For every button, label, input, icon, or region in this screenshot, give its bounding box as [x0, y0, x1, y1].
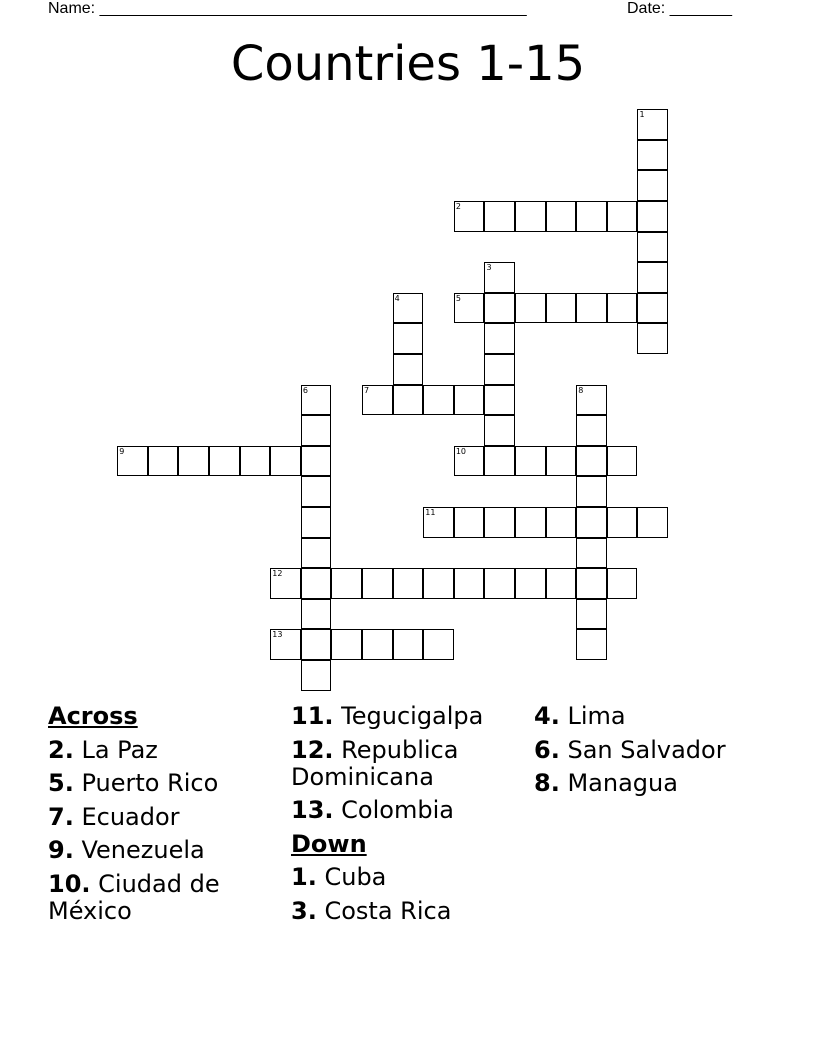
- clue-number: 3: [486, 263, 492, 273]
- grid-cell[interactable]: [362, 568, 393, 599]
- across-heading: Across: [48, 702, 138, 730]
- grid-cell[interactable]: [362, 629, 393, 660]
- grid-cell[interactable]: [484, 446, 515, 477]
- grid-cell[interactable]: [576, 599, 607, 630]
- clue-item: 3. Costa Rica: [291, 896, 452, 925]
- grid-cell[interactable]: [454, 568, 485, 599]
- grid-cell[interactable]: [576, 476, 607, 507]
- grid-cell[interactable]: [637, 232, 668, 263]
- grid-cell[interactable]: [270, 629, 301, 660]
- grid-cell[interactable]: [546, 293, 577, 324]
- grid-cell[interactable]: [362, 385, 393, 416]
- name-field[interactable]: Name: ________________________________________________: [48, 0, 527, 17]
- clue-number: 13: [272, 630, 283, 640]
- clue-number: 7: [364, 385, 370, 395]
- grid-cell[interactable]: [117, 446, 148, 477]
- grid-cell[interactable]: [178, 446, 209, 477]
- grid-cell[interactable]: [546, 568, 577, 599]
- grid-cell[interactable]: [423, 507, 454, 538]
- clue-item: 1. Cuba: [291, 863, 387, 891]
- clues-column-3: [534, 703, 814, 804]
- grid-cell[interactable]: [423, 385, 454, 416]
- grid-cell[interactable]: [576, 538, 607, 569]
- clue-item: 12. Republica Dominicana: [291, 735, 459, 791]
- grid-cell[interactable]: [637, 170, 668, 201]
- grid-cell[interactable]: [484, 385, 515, 416]
- grid-cell[interactable]: [484, 323, 515, 354]
- grid-cell[interactable]: [331, 629, 362, 660]
- clues-column-2: [291, 703, 526, 931]
- grid-cell[interactable]: [270, 446, 301, 477]
- clue-number: 10: [455, 446, 467, 456]
- grid-cell[interactable]: [484, 293, 515, 324]
- clue-item: 7. Ecuador: [48, 802, 180, 831]
- grid-cell[interactable]: [576, 385, 607, 416]
- clue-item: 5. Puerto Rico: [48, 769, 219, 797]
- grid-cell[interactable]: [209, 446, 240, 477]
- grid-cell[interactable]: [515, 293, 546, 324]
- grid-cell[interactable]: [301, 629, 332, 660]
- grid-cell[interactable]: [576, 507, 607, 538]
- clue-item: 13. Colombia: [291, 796, 454, 824]
- grid-cell[interactable]: [637, 262, 668, 293]
- grid-cell[interactable]: [576, 446, 607, 477]
- grid-cell[interactable]: [515, 201, 546, 232]
- clue-item: 2. La Paz: [48, 735, 158, 764]
- grid-cell[interactable]: [454, 385, 485, 416]
- grid-cell[interactable]: [301, 507, 332, 538]
- clue-number: 11: [425, 508, 436, 518]
- clues-column-1: [48, 703, 283, 931]
- grid-cell[interactable]: [576, 415, 607, 446]
- grid-cell[interactable]: [484, 354, 515, 385]
- grid-cell[interactable]: [393, 568, 424, 599]
- page-title: Countries 1-15: [230, 36, 586, 92]
- grid-cell[interactable]: [393, 354, 424, 385]
- down-heading: Down: [291, 829, 367, 858]
- grid-cell[interactable]: [393, 293, 424, 324]
- grid-cell[interactable]: [454, 446, 485, 477]
- grid-cell[interactable]: [301, 568, 332, 599]
- clue-item: 10. Ciudad de México: [48, 869, 220, 925]
- clue-item: 11. Tegucigalpa: [291, 702, 484, 730]
- grid-cell[interactable]: [393, 323, 424, 354]
- clue-item: 6. San Salvador: [534, 735, 726, 764]
- grid-cell[interactable]: [148, 446, 179, 477]
- grid-cell[interactable]: [546, 446, 577, 477]
- clue-number: 6: [302, 385, 308, 395]
- grid-cell[interactable]: [637, 507, 668, 538]
- grid-cell[interactable]: [607, 446, 638, 477]
- grid-cell[interactable]: [301, 538, 332, 569]
- grid-cell[interactable]: [607, 201, 638, 232]
- grid-cell[interactable]: [331, 568, 362, 599]
- grid-cell[interactable]: [454, 293, 485, 324]
- clue-number: 9: [119, 446, 125, 456]
- grid-cell[interactable]: [423, 568, 454, 599]
- grid-cell[interactable]: [576, 293, 607, 324]
- grid-cell[interactable]: [484, 201, 515, 232]
- grid-cell[interactable]: [607, 568, 638, 599]
- grid-cell[interactable]: [270, 568, 301, 599]
- clue-number: 5: [455, 293, 461, 303]
- grid-cell[interactable]: [484, 568, 515, 599]
- grid-cell[interactable]: [607, 293, 638, 324]
- grid-cell[interactable]: [454, 201, 485, 232]
- grid-cell[interactable]: [484, 415, 515, 446]
- clue-number: 1: [639, 110, 645, 120]
- grid-cell[interactable]: [393, 629, 424, 660]
- grid-cell[interactable]: [515, 507, 546, 538]
- grid-cell[interactable]: [301, 660, 332, 691]
- grid-cell[interactable]: [576, 201, 607, 232]
- date-field[interactable]: Date: _______: [627, 0, 732, 17]
- clue-number: 2: [455, 202, 461, 212]
- grid-cell[interactable]: [637, 201, 668, 232]
- grid-cell[interactable]: [301, 385, 332, 416]
- clue-item: 4. Lima: [534, 702, 626, 730]
- grid-cell[interactable]: [607, 507, 638, 538]
- grid-cell[interactable]: [301, 599, 332, 630]
- clue-number: 4: [394, 293, 400, 303]
- grid-cell[interactable]: [484, 507, 515, 538]
- grid-cell[interactable]: [515, 446, 546, 477]
- grid-cell[interactable]: [637, 109, 668, 140]
- clue-item: 8. Managua: [534, 769, 678, 797]
- grid-cell[interactable]: [515, 568, 546, 599]
- grid-cell[interactable]: [637, 293, 668, 324]
- clue-item: 9. Venezuela: [48, 836, 205, 864]
- grid-cell[interactable]: [301, 415, 332, 446]
- grid-cell[interactable]: [546, 507, 577, 538]
- clue-number: 8: [578, 385, 584, 395]
- grid-cell[interactable]: [301, 446, 332, 477]
- grid-cell[interactable]: [637, 323, 668, 354]
- grid-cell[interactable]: [576, 629, 607, 660]
- grid-cell[interactable]: [576, 568, 607, 599]
- grid-cell[interactable]: [454, 507, 485, 538]
- grid-cell[interactable]: [546, 201, 577, 232]
- grid-cell[interactable]: [240, 446, 271, 477]
- grid-cell[interactable]: [423, 629, 454, 660]
- grid-cell[interactable]: [637, 140, 668, 171]
- clue-number: 12: [272, 569, 283, 579]
- grid-cell[interactable]: [484, 262, 515, 293]
- grid-cell[interactable]: [301, 476, 332, 507]
- grid-cell[interactable]: [393, 385, 424, 416]
